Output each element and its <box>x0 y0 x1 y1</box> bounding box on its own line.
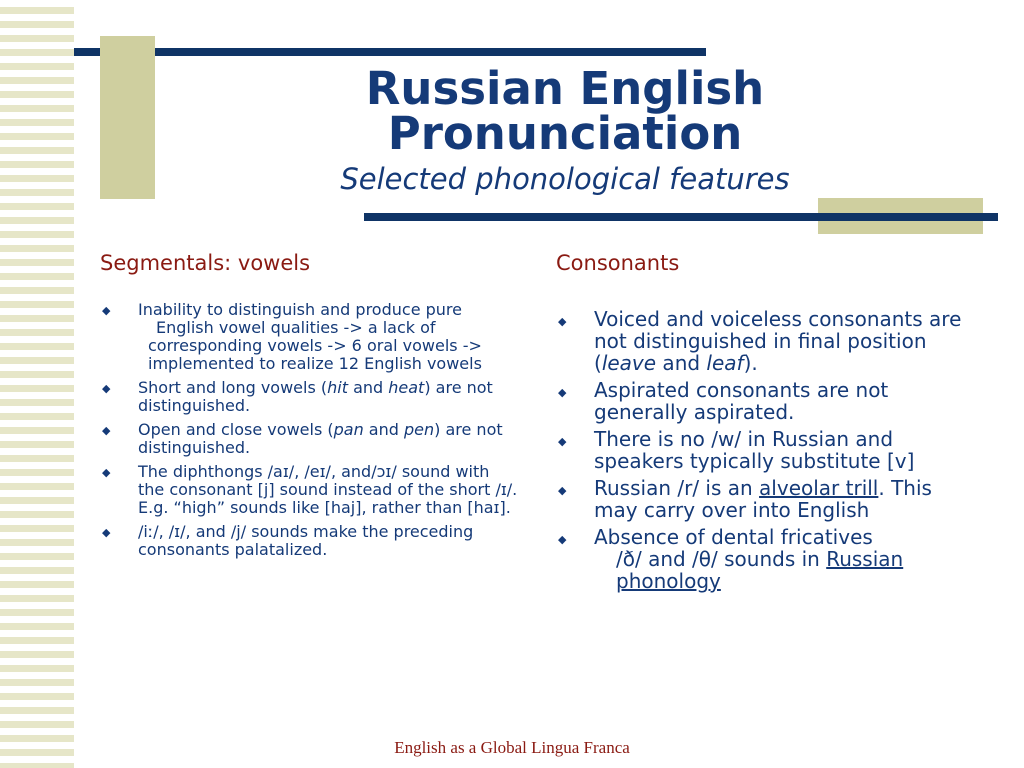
list-item: ◆ There is no /w/ in Russian and speakers typically substitute [v] <box>558 427 915 473</box>
russian-phonology-link[interactable]: Russian phonology <box>616 547 904 593</box>
consonant-feature-list <box>556 308 976 597</box>
vowel-feature-list <box>100 301 520 565</box>
list-item: ◆ Aspirated consonants are not generally aspirated. <box>558 378 889 424</box>
diamond-bullet-icon: ◆ <box>558 533 567 546</box>
slide-footer: English as a Global Lingua Franca <box>394 738 630 757</box>
diamond-bullet-icon: ◆ <box>102 304 111 317</box>
alveolar-trill-link[interactable]: alveolar trill <box>759 476 879 500</box>
diamond-bullet-icon: ◆ <box>558 435 567 448</box>
diamond-bullet-icon: ◆ <box>558 315 567 328</box>
list-item: ◆ /iː/, /ɪ/, and /j/ sounds make the preceding consonants palatalized. <box>102 522 474 559</box>
diamond-bullet-icon: ◆ <box>558 386 567 399</box>
diamond-bullet-icon: ◆ <box>102 526 111 539</box>
left-accent-block <box>100 36 155 199</box>
title-block <box>300 62 830 196</box>
list-item: ◆ Inability to distinguish and produce pure English vowel qualities -> a lack of corresponding vowels -> 6 oral vowels -> implemented to realize 12 English vowels <box>102 300 482 373</box>
list-item: ◆ Russian /r/ is an alveolar trill. This may carry over into English <box>558 476 932 522</box>
diamond-bullet-icon: ◆ <box>102 466 111 479</box>
list-item: ◆ Voiced and voiceless consonants are not distinguished in final position (leave and leaf). <box>558 307 962 375</box>
list-item: ◆ Short and long vowels (hit and heat) are not distinguished. <box>102 378 493 415</box>
top-rule <box>74 48 706 56</box>
list-item: ◆ Absence of dental fricatives /ð/ and /θ/ sounds in Russian phonology <box>558 525 904 593</box>
list-item: ◆ Open and close vowels (pan and pen) are not distinguished. <box>102 420 503 457</box>
right-column-heading: Consonants <box>556 251 680 275</box>
diamond-bullet-icon: ◆ <box>558 484 567 497</box>
page-subtitle: Selected phonological features <box>340 162 790 196</box>
diamond-bullet-icon: ◆ <box>102 382 111 395</box>
bottom-rule <box>364 213 998 221</box>
left-column-heading: Segmentals: vowels <box>100 251 311 275</box>
list-item: ◆ The diphthongs /aɪ/, /eɪ/, and/ɔɪ/ sound with the consonant [j] sound instead of the short /ɪ/. E.g. “high” sounds like [haj], rather than [haɪ]. <box>102 462 518 517</box>
diamond-bullet-icon: ◆ <box>102 424 111 437</box>
page-title: Russian English Pronunciation <box>365 62 765 160</box>
decorative-stripes <box>0 0 74 768</box>
